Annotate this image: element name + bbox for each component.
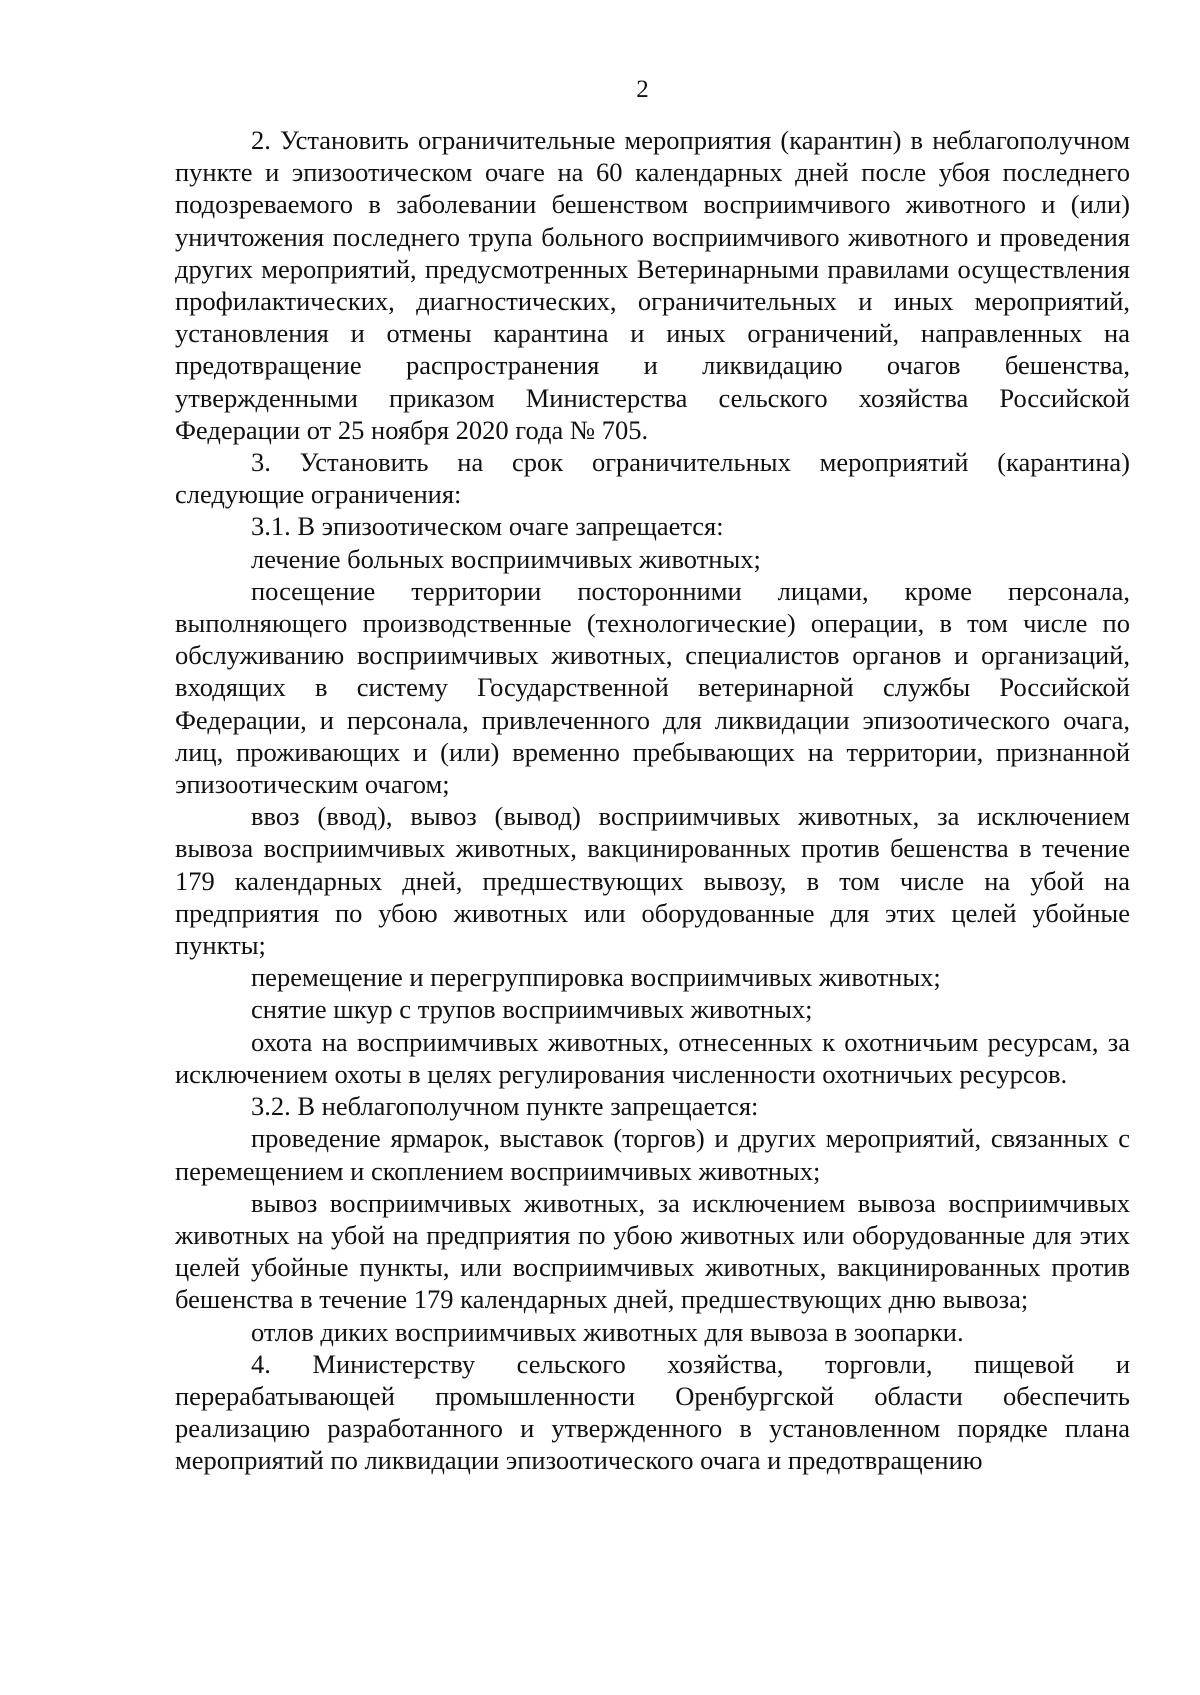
paragraph-3-2-heading: 3.2. В неблагополучном пункте запрещается: <box>251 1091 759 1122</box>
paragraph-3-restrictions: 3. Установить на срок ограничительных мероприятий (карантина) следующие ограничения: <box>175 447 1130 510</box>
paragraph-regrouping: перемещение и перегруппировка восприимчивых животных; <box>251 962 941 993</box>
paragraph-3-1-heading: 3.1. В эпизоотическом очаге запрещается: <box>251 511 724 542</box>
paragraph-4-ministry: 4. Министерству сельского хозяйства, торговли, пищевой и перерабатывающей промышленности Оренбургской области обеспечить реализацию разработанного и утвержденного в установленном порядке плана мероприятий по ликвидации эпизоотического очага и предотвращению <box>175 1348 1130 1476</box>
paragraph-treatment: лечение больных восприимчивых животных; <box>251 543 761 574</box>
paragraph-visiting: посещение территории посторонними лицами, кроме персонала, выполняющего производственные (технологические) операции, в том числе по обслуживанию восприимчивых животных, специалистов органов и организаций, входящих в систему Государственной ветеринарной службы Российской Федерации, и персонала, привлеченного для ликвидации эпизоотического очага, лиц, проживающих и (или) временно пребывающих на территории, признанной эпизоотическим очагом; <box>175 575 1130 800</box>
paragraph-capture: отлов диких восприимчивых животных для вывоза в зоопарки. <box>251 1316 964 1347</box>
document-body <box>175 124 1130 1477</box>
paragraph-2-quarantine: 2. Установить ограничительные мероприятия (карантин) в неблагополучном пункте и эпизоотическом очаге на 60 календарных дней после убоя последнего подозреваемого в заболевании бешенством восприимчивого животного и (или) уничтожения последнего трупа больного восприимчивого животного и проведения других мероприятий, предусмотренных Ветеринарными правилами осуществления профилактических, диагностических, ограничительных и иных мероприятий, установления и отмены карантина и иных ограничений, направленных на предотвращение распространения и ликвидацию очагов бешенства, утвержденными приказом Министерства сельского хозяйства Российской Федерации от 25 ноября 2020 года № 705. <box>175 125 1130 445</box>
paragraph-export: вывоз восприимчивых животных, за исключением вывоза восприимчивых животных на убой на предприятия по убою животных или оборудованные для этих целей убойные пункты, или восприимчивых животных, вакцинированных против бешенства в течение 179 календарных дней, предшествующих дню вывоза; <box>175 1187 1130 1315</box>
page-number: 2 <box>636 76 649 103</box>
paragraph-fairs: проведение ярмарок, выставок (торгов) и других мероприятий, связанных с перемещением и скоплением восприимчивых животных; <box>175 1123 1130 1186</box>
paragraph-skinning: снятие шкур с трупов восприимчивых животных; <box>251 994 813 1025</box>
paragraph-import-export: ввоз (ввод), вывоз (вывод) восприимчивых животных, за исключением вывоза восприимчивых животных, вакцинированных против бешенства в течение 179 календарных дней, предшествующих вывозу, в том числе на убой на предприятия по убою животных или оборудованные для этих целей убойные пункты; <box>175 801 1130 961</box>
paragraph-hunting: охота на восприимчивых животных, отнесенных к охотничьим ресурсам, за исключением охоты в целях регулирования численности охотничьих ресурсов. <box>175 1026 1130 1089</box>
